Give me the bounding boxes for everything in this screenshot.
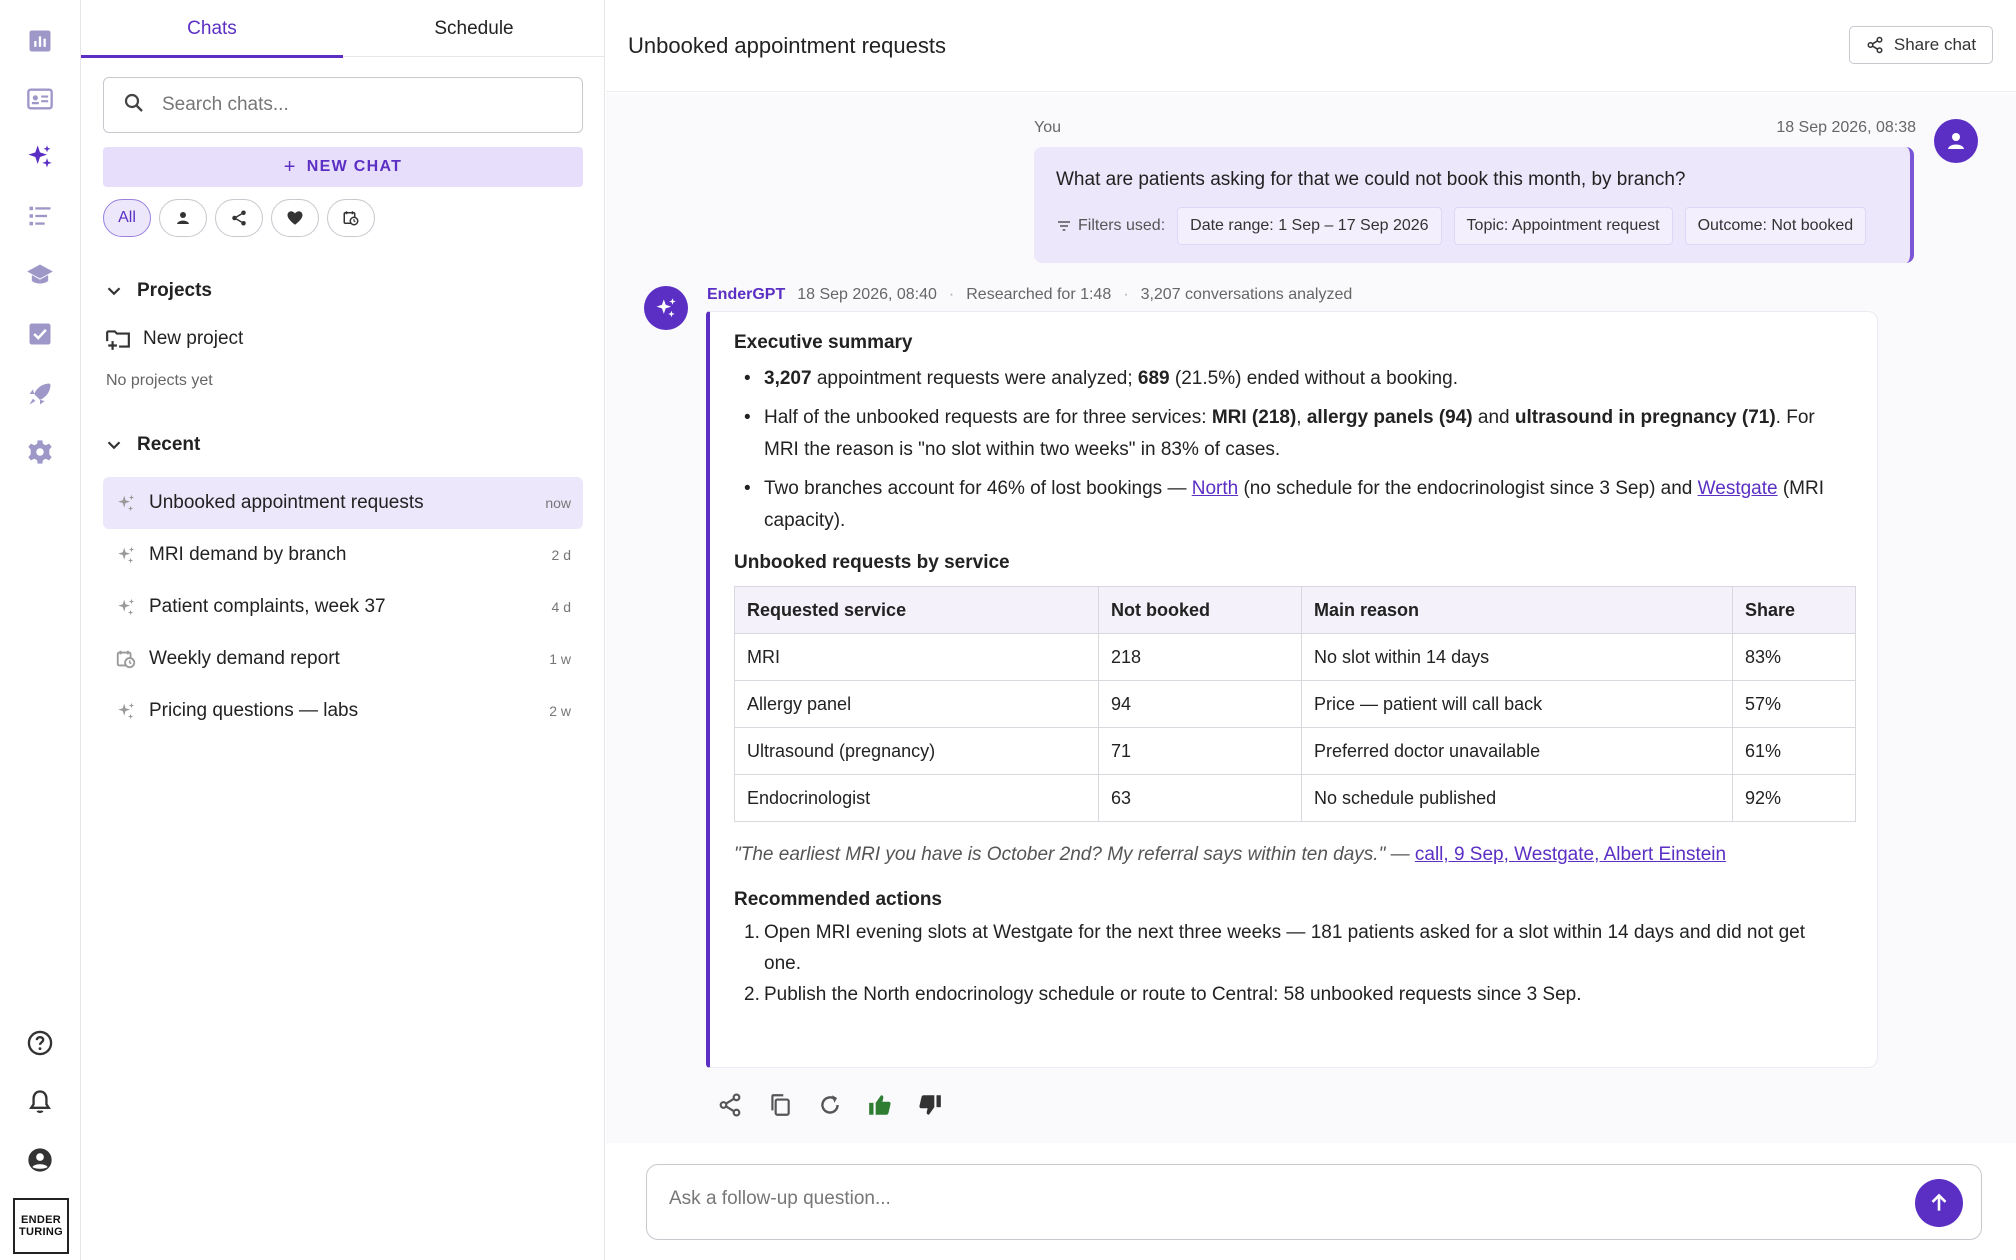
summary-bullet: • Half of the unbooked requests are for three services: MRI (218), allergy panels (94) and ultrasound in pregnancy (71). For MRI the reason is "no slot within two weeks" in 83% of cases. [744,402,1854,466]
recent-chats-list [103,477,583,737]
recent-chat-item[interactable] [103,685,583,737]
table-row [735,728,1856,775]
help-icon[interactable] [25,1028,55,1058]
separator-dot: · [948,286,955,303]
table-row [735,634,1856,681]
share-icon [1866,36,1884,54]
recent-chat-time: 2 w [549,703,571,719]
conversations-analyzed: 3,207 conversations analyzed [1140,286,1353,303]
table-header-row [735,587,1856,634]
arrow-up-icon [1926,1190,1952,1216]
recent-chat-title: MRI demand by branch [149,544,347,565]
chat-title: Unbooked appointment requests [628,33,946,58]
table-cell: 63 [1099,775,1302,822]
gear-icon[interactable] [25,437,55,467]
user-author: You [1034,119,1061,136]
chat-header [606,0,2016,92]
bot-author: EnderGPT [707,286,786,303]
message-thread [606,93,2016,1143]
column-header: Main reason [1302,587,1733,634]
regenerate-icon[interactable] [816,1091,844,1119]
table-cell: Endocrinologist [735,775,1099,822]
tab-chats[interactable]: Chats [81,0,343,57]
table-cell: 92% [1733,775,1856,822]
filter-tag: Topic: Appointment request [1454,207,1673,245]
filter-all[interactable]: All [103,199,151,237]
account-icon[interactable] [25,1145,55,1175]
new-folder-icon [105,326,131,352]
share-chat-button[interactable] [1849,26,1993,64]
table-cell: 57% [1733,681,1856,728]
sparkles-icon [115,492,137,514]
recommended-action: 2. Publish the North endocrinology schedule or route to Central: 58 unbooked requests since 3 Sep. [744,984,1582,1005]
plus-icon: + [283,155,297,178]
bot-answer-card [706,311,1878,1068]
recent-chat-time: 2 d [551,547,571,563]
analytics-icon[interactable] [25,26,55,56]
enderturing-logo: ENDER TURING [13,1198,69,1254]
filter-tag: Outcome: Not booked [1685,207,1867,245]
projects-section-toggle[interactable] [103,280,212,302]
recent-chat-time: 1 w [549,651,571,667]
chat-filters [103,199,375,237]
search-input[interactable] [162,94,562,116]
table-cell: MRI [735,634,1099,681]
table-cell: No schedule published [1302,775,1733,822]
sparkles-icon [115,700,137,722]
summary-heading: Executive summary [734,332,913,353]
filters-used-label: Filters used: [1056,217,1165,235]
sparkles-icon [115,596,137,618]
chat-main [606,0,2016,1260]
table-cell: 83% [1733,634,1856,681]
filter-tag: Date range: 1 Sep – 17 Sep 2026 [1177,207,1441,245]
sparkles-icon [653,295,679,321]
follow-up-input[interactable] [669,1188,1869,1210]
table-row [735,775,1856,822]
recent-chat-time: now [545,495,571,511]
calendar-clock-icon [342,209,360,227]
search-icon [122,91,146,120]
person-icon [174,209,192,227]
recent-chat-item[interactable] [103,529,583,581]
new-project-button[interactable] [105,326,243,352]
send-button[interactable] [1915,1179,1963,1227]
recent-chat-title: Pricing questions — labs [149,700,359,721]
recent-chat-title: Unbooked appointment requests [149,492,424,513]
summary-bullet: • 3,207 appointment requests were analyzed; 689 (21.5%) ended without a booking. [744,363,1854,395]
summary-bullet: • Two branches account for 46% of lost bookings — North (no schedule for the endocrinologist since 3 Sep) and Westgate (MRI capacity). [744,473,1854,537]
share-icon[interactable] [716,1091,744,1119]
rocket-icon[interactable] [25,379,55,409]
filter-mine[interactable] [159,199,207,237]
table-cell: 218 [1099,634,1302,681]
used-filters [1056,207,1866,245]
contact-card-icon[interactable] [25,84,55,114]
recent-chat-title: Weekly demand report [149,648,340,669]
message-actions [716,1091,944,1119]
share-chat-label: Share chat [1893,35,1977,54]
composer [646,1164,1982,1240]
patient-quote: "The earliest MRI you have is October 2nd? My referral says within ten days." — call, 9 Sep, Westgate, Albert Einstein [734,844,1727,865]
projects-heading: Projects [137,280,212,301]
table-row [735,681,1856,728]
sparkles-icon [115,544,137,566]
table-cell: Preferred doctor unavailable [1302,728,1733,775]
recent-chat-item[interactable] [103,633,583,685]
chat-sidebar [81,0,605,1260]
recent-chat-item[interactable] [103,581,583,633]
table-cell: 94 [1099,681,1302,728]
new-project-label: New project [143,328,244,349]
checklist-icon[interactable] [25,201,55,231]
user-message-time: 18 Sep 2026, 08:38 [1776,119,1916,136]
table-heading: Unbooked requests by service [734,552,1010,573]
table-cell: 71 [1099,728,1302,775]
chevron-down-icon [103,434,125,456]
sparkles-icon[interactable] [25,142,55,172]
actions-heading: Recommended actions [734,889,942,910]
table-cell: Price — patient will call back [1302,681,1733,728]
unbooked-requests-table [734,586,1856,822]
call-source-link[interactable]: call, 9 Sep, Westgate, Albert Einstein [1414,844,1727,865]
sidebar-tabs [81,0,605,57]
bell-icon[interactable] [25,1087,55,1117]
share-icon [230,209,248,227]
thumbs-up-icon[interactable] [866,1091,894,1119]
chevron-down-icon [103,280,125,302]
filter-favorites[interactable] [271,199,319,237]
thumbs-down-icon[interactable] [916,1091,944,1119]
task-check-icon[interactable] [25,319,55,349]
column-header: Requested service [735,587,1099,634]
endergpt-avatar [644,286,688,330]
user-message-bubble [1034,147,1914,263]
graduation-cap-icon[interactable] [25,260,55,290]
branch-link-westgate[interactable]: Westgate [1697,478,1778,499]
filter-scheduled[interactable] [327,199,375,237]
filter-icon [1056,218,1072,234]
copy-icon[interactable] [766,1091,794,1119]
user-question: What are patients asking for that we could not book this month, by branch? [1056,169,1686,190]
search-box [103,77,583,133]
heart-icon [286,209,304,227]
recent-section-toggle[interactable] [103,434,200,456]
scheduled-icon [115,648,137,670]
person-icon [1944,129,1968,153]
research-duration: Researched for 1:48 [966,286,1112,303]
bot-message-time: 18 Sep 2026, 08:40 [797,286,937,303]
filter-shared[interactable] [215,199,263,237]
separator-dot: · [1123,286,1129,303]
user-avatar [1934,119,1978,163]
tab-schedule[interactable]: Schedule [434,17,514,39]
recent-chat-title: Patient complaints, week 37 [149,596,386,617]
new-chat-button[interactable] [103,147,583,187]
recent-chat-time: 4 d [551,599,571,615]
column-header: Share [1733,587,1856,634]
table-cell: No slot within 14 days [1302,634,1733,681]
recent-chat-item[interactable] [103,477,583,529]
nav-rail [0,0,81,1260]
table-cell: 61% [1733,728,1856,775]
recent-heading: Recent [137,434,201,455]
new-chat-label: NEW CHAT [306,158,403,175]
table-cell: Allergy panel [735,681,1099,728]
bot-message-meta [707,286,1352,304]
no-projects-text: No projects yet [106,372,213,389]
branch-link-north[interactable]: North [1191,478,1239,499]
column-header: Not booked [1099,587,1302,634]
recommended-action: 1. Open MRI evening slots at Westgate for the next three weeks — 181 patients asked for a slot within 14 days and did not get one. [744,922,1806,974]
table-cell: Ultrasound (pregnancy) [735,728,1099,775]
